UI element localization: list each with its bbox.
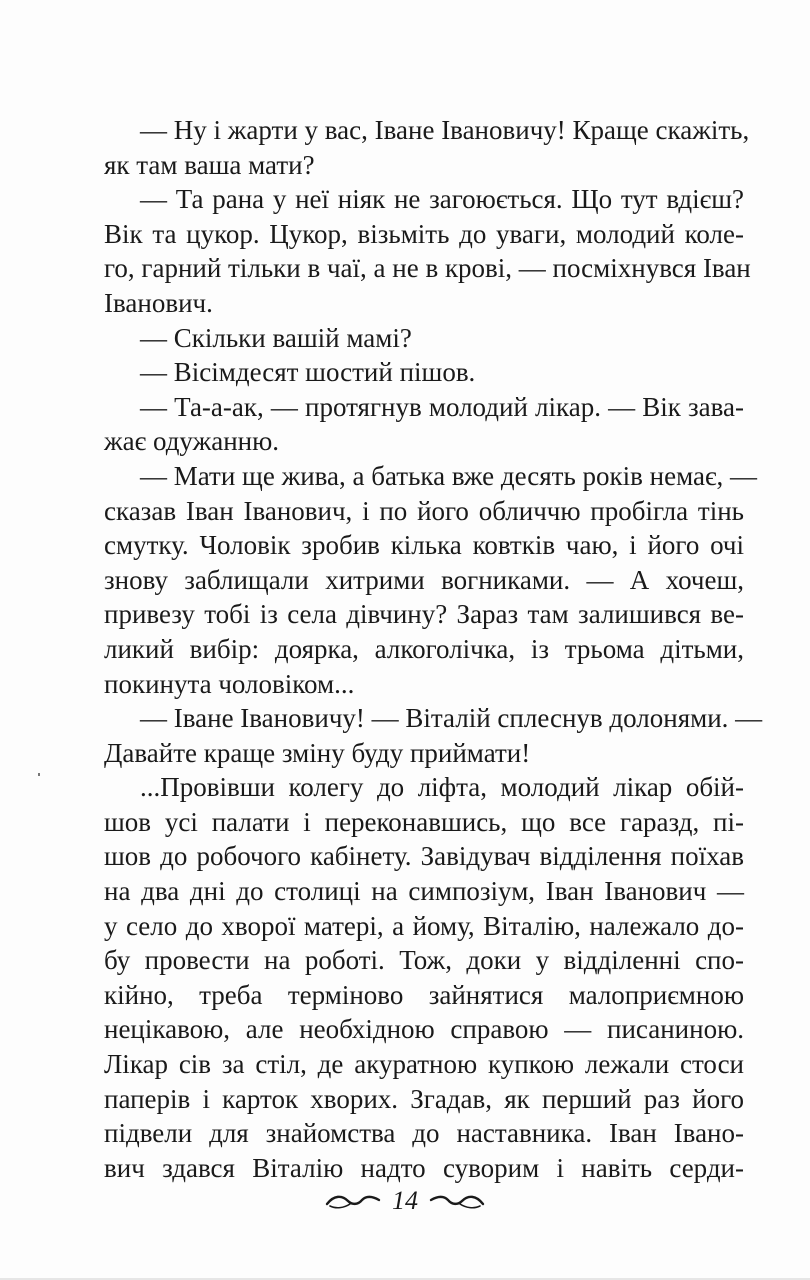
text-line: Лікар сів за стіл, де акуратною купкою лежали стоси [104,1049,744,1080]
text-line: жає одужанню. [104,426,280,457]
text-line: сказав Іван Іванович, і по його обличчю пробігла тінь [104,495,744,526]
text-line: знову заблищали хитрими вогниками. — А хочеш, [104,564,744,595]
text-line: на два дні до столиці на симпозіум, Іван Іванович — [104,876,744,907]
text-line: смутку. Чоловік зробив кілька ковтків чаю, і його очі [104,530,744,561]
text-line: — Та-а-ак, — протягнув молодий лікар. — Вік зава- [140,391,744,422]
text-line: нецікавою, але необхідною справою — писаниною. [104,1014,744,1045]
text-line: — Та рана у неї ніяк не загоюється. Що тут вдієш? [140,184,744,215]
text-line: у село до хворої матері, а йому, Віталію, належало до- [104,910,744,941]
text-line: кійно, треба терміново зайнятися малоприємною [104,979,744,1010]
text-line: — Ну і жарти у вас, Іване Івановичу! Краще скажіть, [140,115,750,145]
page-number: 14 [392,1186,418,1215]
page-footer [0,1183,810,1219]
text-line: шов до робочого кабінету. Завідувач відділення поїхав [104,841,744,872]
text-line: ликий вибір: доярка, алкоголічка, із трьома дітьми, [104,633,744,664]
text-line: — Іване Івановичу! — Віталій сплеснув долонями. — [140,703,763,734]
text-line: Іванович. [104,287,213,318]
text-line: покинута чоловіком... [104,668,355,699]
scan-speck [38,773,40,776]
text-line: паперів і карток хворих. Згадав, як перший раз його [104,1083,744,1114]
text-line: вич здався Віталію надто суворим і навіть серди- [104,1152,744,1183]
text-line: го, гарний тільки в чаї, а не в крові, — посміхнувся Іван [104,253,751,284]
text-line: Вік та цукор. Цукор, візьміть до уваги, молодий коле- [104,218,744,249]
text-line: — Скільки вашій мамі? [140,322,412,353]
left-flourish-icon [324,1191,382,1211]
text-line: шов усі палати і переконавшись, що все гаразд, пі- [104,806,744,837]
text-line: — Мати ще жива, а батька вже десять років немає, — [140,460,758,491]
text-line: Давайте краще зміну буду приймати! [104,737,531,768]
text-line: ...Провівши колегу до ліфта, молодий лікар обій- [140,772,744,803]
right-flourish-icon [428,1191,486,1211]
body-text [104,113,763,1185]
text-line: — Вісімдесят шостий пішов. [140,357,476,388]
text-line: привезу тобі із села дівчину? Зараз там залишився ве- [104,599,744,630]
text-line: як там ваша мати? [104,149,315,180]
text-line: підвели для знайомства до наставника. Іван Івано- [104,1118,744,1149]
text-line: бу провести на роботі. Тож, доки у відділенні спо- [104,945,744,976]
